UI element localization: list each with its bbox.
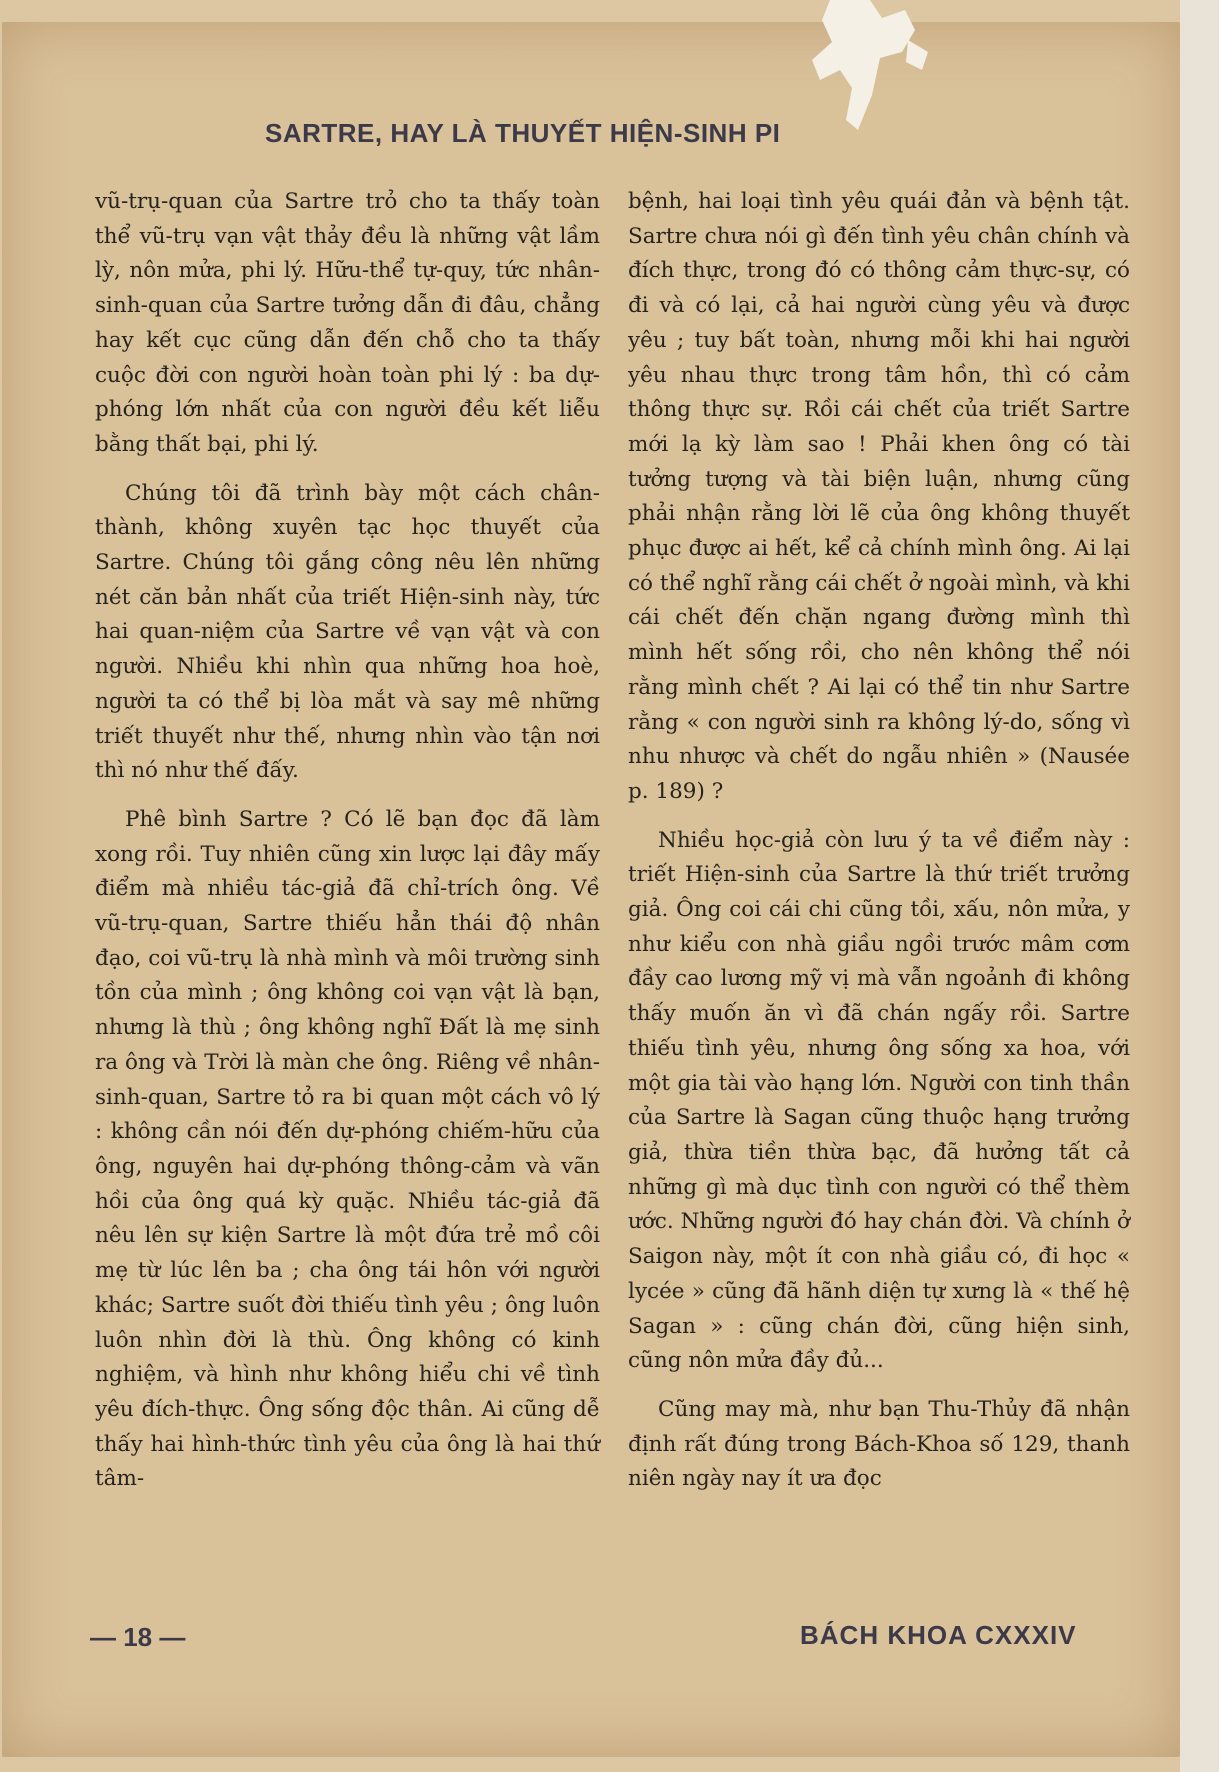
- paragraph: Nhiều học-giả còn lưu ý ta về điểm này : triết Hiện-sinh của Sartre là thứ triết trưởng giả. Ông coi cái chi cũng tồi, xấu, nôn mửa, y như kiểu con nhà giầu ngồi trước mâm cơm đầy cao lương mỹ vị mà vẫn ngoảnh đi không thấy muốn ăn vì đã chán ngấy rồi. Sartre thiếu tình yêu, nhưng ông sống xa hoa, với một gia tài vào hạng lớn. Người con tinh thần của Sartre là Sagan cũng thuộc hạng trưởng giả, thừa tiền thừa bạc, đã hưởng tất cả những gì mà dục tình con người có thể thèm ước. Những người đó hay chán đời. Và chính ở Saigon này, một ít con nhà giầu có, đi học « lycée » cũng đã hãnh diện tự xưng là « thế hệ Sagan » : cũng chán đời, cũng hiện sinh, cũng nôn mửa đầy đủ...: [628, 827, 1130, 1374]
- page-number: — 18 —: [90, 1622, 186, 1652]
- torn-corner-mark: [810, 0, 960, 150]
- left-column: [95, 185, 600, 1497]
- paragraph: Phê bình Sartre ? Có lẽ bạn đọc đã làm xong rồi. Tuy nhiên cũng xin lược lại đây mấy điểm mà nhiều tác-giả đã chỉ-trích ông. Về vũ-trụ-quan, Sartre thiếu hẳn thái độ nhân đạo, coi vũ-trụ là nhà mình và môi trường sinh tồn của mình ; ông không coi vạn vật là bạn, nhưng là thù ; ông không nghĩ Đất là mẹ sinh ra ông và Trời là màn che ông. Riêng về nhân-sinh-quan, Sartre tỏ ra bi quan một cách vô lý : không cần nói đến dự-phóng chiếm-hữu của ông, nguyên hai dự-phóng thông-cảm và vãn hồi của ông quá kỳ quặc. Nhiều tác-giả đã nêu lên sự kiện Sartre là một đứa trẻ mồ côi mẹ từ lúc lên ba ; cha ông tái hôn với người khác; Sartre suốt đời thiếu tình yêu ; ông luôn luôn nhìn đời là thù. Ông không có kinh nghiệm, và hình như không hiểu chi về tình yêu đích-thực. Ông sống độc thân. Ai cũng dễ thấy hai hình-thức tình yêu của ông là hai thứ tâm-: [95, 806, 601, 1492]
- paragraph: Chúng tôi đã trình bày một cách chân-thành, không xuyên tạc học thuyết của Sartre. Chúng tôi gắng công nêu lên những nét căn bản nhất của triết Hiện-sinh này, tức hai quan-niệm của Sartre về vạn vật và con người. Nhiều khi nhìn qua những hoa hoè, người ta có thể bị lòa mắt và say mê những triết thuyết như thế, nhưng nhìn vào tận nơi thì nó như thế đấy.: [95, 480, 600, 784]
- paragraph: vũ-trụ-quan của Sartre trỏ cho ta thấy toàn thể vũ-trụ vạn vật thảy đều là những vật lầm lỳ, nôn mửa, phi lý. Hữu-thể tự-quy, tức nhân-sinh-quan của Sartre tưởng dẫn đi đâu, chẳng hay kết cục cũng dẫn đến chỗ cho ta thấy cuộc đời con người hoàn toàn phi lý : ba dự-phóng lớn nhất của con người đều kết liễu bằng thất bại, phi lý.: [95, 189, 600, 457]
- paragraph: Cũng may mà, như bạn Thu-Thủy đã nhận định rất đúng trong Bách-Khoa số 129, thanh niên ngày nay ít ưa đọc: [628, 1396, 1130, 1492]
- running-head: SARTRE, HAY LÀ THUYẾT HIỆN-SINH PI: [265, 118, 781, 148]
- right-column: [628, 185, 1130, 1497]
- journal-name: BÁCH KHOA CXXXIV: [800, 1620, 1077, 1650]
- paragraph: bệnh, hai loại tình yêu quái đản và bệnh tật. Sartre chưa nói gì đến tình yêu chân chính và đích thực, trong đó có thông cảm thực-sự, có đi và có lại, cả hai người cùng yêu và được yêu ; tuy bất toàn, nhưng mỗi khi hai người yêu nhau thực trong tâm hồn, thì có cảm thông thực sự. Rồi cái chết của triết Sartre mới lạ kỳ làm sao ! Phải khen ông có tài tưởng tượng và tài biện luận, nhưng cũng phải nhận rằng lời lẽ của ông không thuyết phục được ai hết, kể cả chính mình ông. Ai lại có thể nghĩ rằng cái chết ở ngoài mình, và khi cái chết đến chặn ngang đường mình thì mình hết sống rồi, cho nên không thể nói rằng mình chết ? Ai lại có thể tin như Sartre rằng « con người sinh ra không lý-do, sống vì nhu nhược và chết do ngẫu nhiên » (Nausée p. 189) ?: [628, 189, 1130, 804]
- page-edge: [1180, 0, 1219, 1772]
